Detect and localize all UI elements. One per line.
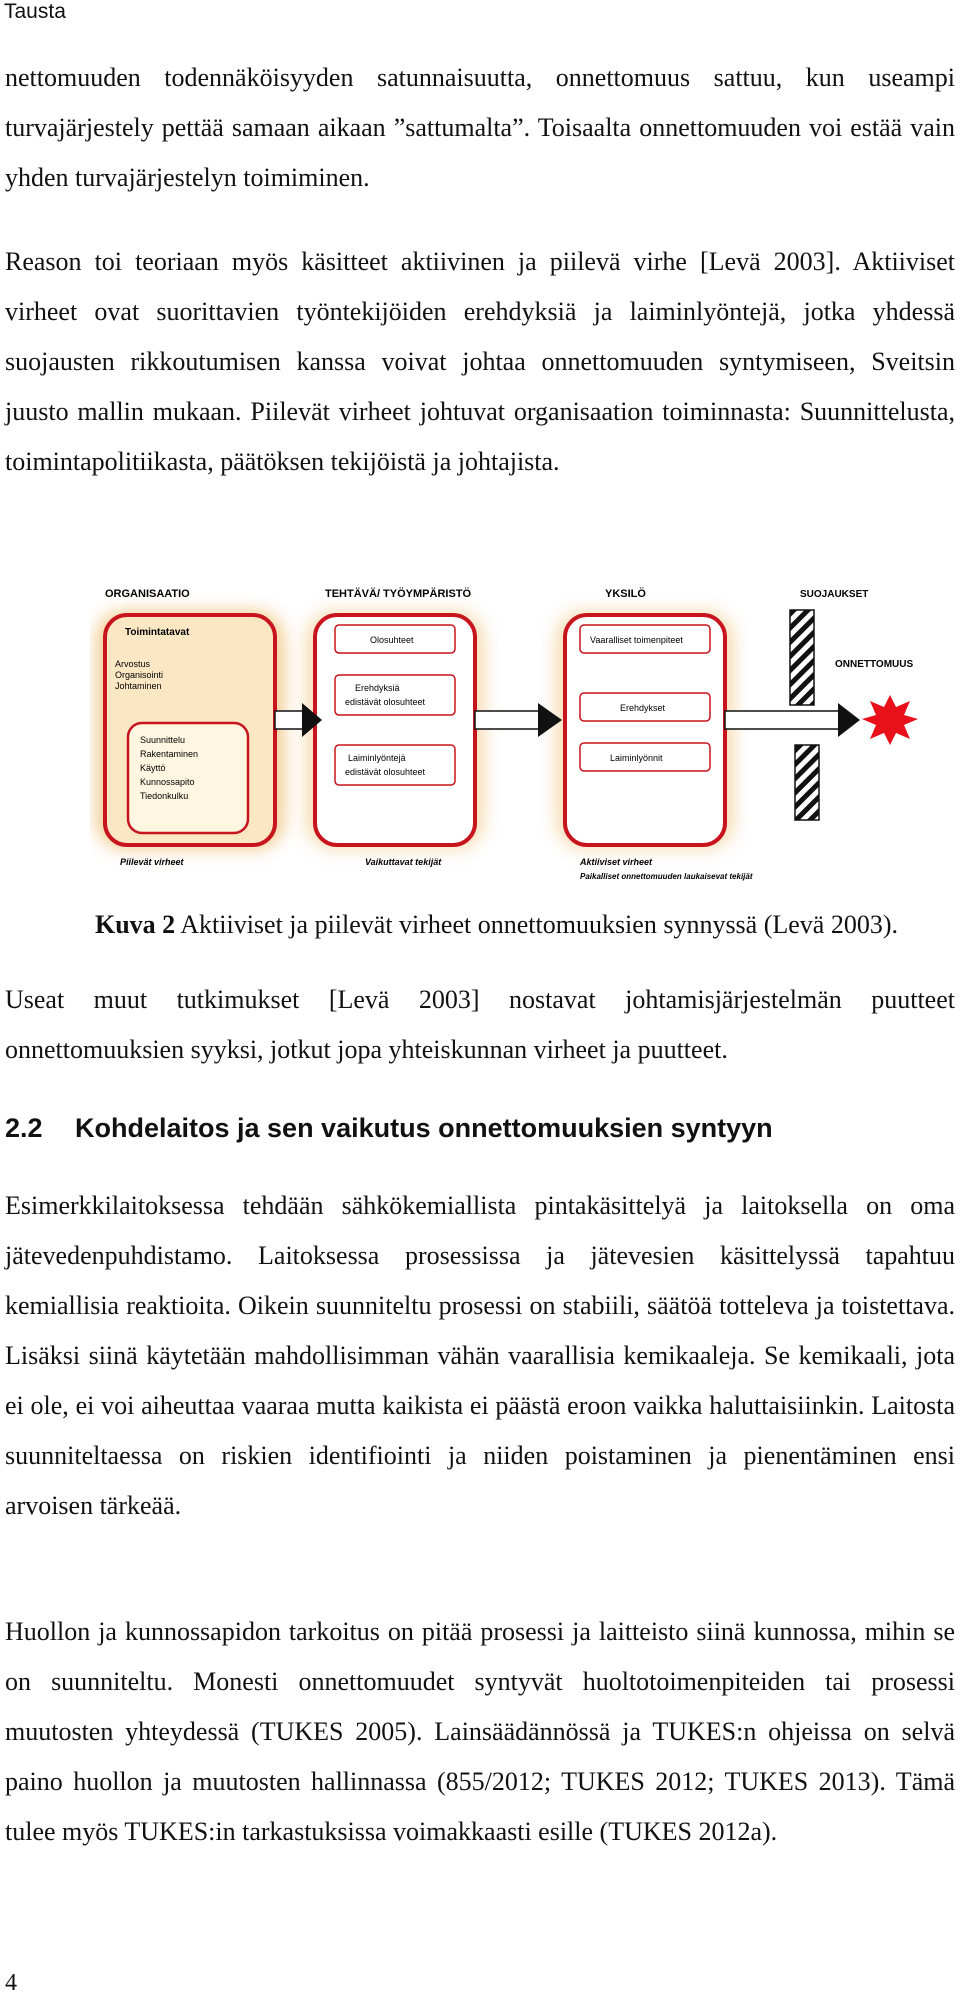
- paragraph-other-studies: Useat muut tutkimukset [Levä 2003] nostavat johtamisjärjestelmän puutteet onnettomuuksien syyksi, jotkut jopa yhteiskunnan virheet ja puutteet.: [5, 985, 955, 1064]
- org-inner-item: Tiedonkulku: [140, 791, 189, 801]
- bottom-label-factors: Vaikuttavat tekijät: [365, 857, 442, 867]
- individual-box-unsafe-acts: Vaaralliset toimenpiteet: [590, 635, 683, 645]
- task-box-neglect-line: edistävät olosuhteet: [345, 767, 426, 777]
- figure-header-defences: SUOJAUKSET: [800, 589, 869, 600]
- org-box-title: Toimintatavat: [125, 627, 190, 638]
- running-header: Tausta: [4, 0, 66, 23]
- org-item: Arvostus: [115, 659, 151, 669]
- caption-text: Aktiiviset ja piilevät virheet onnettomuuksien synnyssä (Levä 2003).: [175, 910, 898, 939]
- figure-diagram: [90, 575, 950, 895]
- paragraph-reason-theory: Reason toi teoriaan myös käsitteet aktiivinen ja piilevä virhe [Levä 2003]. Aktiiviset virheet ovat suorittavien työntekijöiden erehdyksiä ja laiminlyöntejä, jotka yhdessä suojausten rikkoutumisen kanssa voivat johtaa onnettomuuden syntymiseen, Sveitsin juusto mallin mukaan. Piilevät virheet johtuvat organisaation toiminnasta: Suunnittelusta, toimintapolitiikasta, päätöksen tekijöistä ja johtajista.: [5, 247, 955, 476]
- figure-error-model: [90, 575, 950, 895]
- figure-header-individual: YKSILÖ: [605, 588, 646, 600]
- task-box-error-line: edistävät olosuhteet: [345, 697, 426, 707]
- bottom-label-local-triggers: Paikalliset onnettomuuden laukaisevat tekijät: [580, 872, 753, 881]
- section-number: 2.2: [5, 1113, 43, 1143]
- bottom-label-latent: Piilevät virheet: [120, 857, 184, 867]
- defence-barrier: [795, 745, 819, 820]
- individual-box-neglects: Laiminlyönnit: [610, 753, 663, 763]
- page-number: 4: [5, 1970, 17, 1996]
- org-inner-item: Suunnittelu: [140, 735, 186, 745]
- task-box-neglect-line: Laiminlyöntejä: [348, 753, 406, 763]
- paragraph-example-plant: Esimerkkilaitoksessa tehdään sähkökemiallista pintakäsittelyä ja laitoksella on oma jätevedenpuhdistamo. Laitoksessa prosessissa ja jätevesien käsittelyssä tapahtuu kemiallisia reaktioita. Oikein suunniteltu prosessi on stabiili, säätöä totteleva ja toistettava. Lisäksi siinä käytetään mahdollisimman vähän vaarallisia kemikaaleja. Se kemikaali, jota ei ole, ei voi aiheuttaa vaaraa mutta kaikista ei päästä eroon vaikka haluttaisiinkin. Laitosta suunniteltaessa on riskien identifiointi ja niiden poistaminen ja pienentäminen ensi arvoisen tärkeää.: [5, 1191, 955, 1520]
- org-inner-item: Rakentaminen: [140, 749, 199, 759]
- paragraph-intro: nettomuuden todennäköisyyden satunnaisuutta, onnettomuus sattuu, kun useampi turvajärjestely pettää samaan aikaan ”sattumalta”. Toisaalta onnettomuuden voi estää vain yhden turvajärjestelyn toimiminen.: [5, 63, 955, 192]
- paragraph-maintenance: Huollon ja kunnossapidon tarkoitus on pitää prosessi ja laitteisto siinä kunnossa, mihin se on suunniteltu. Monesti onnettomuudet syntyvät huoltotoimenpiteiden tai prosessi muutosten yhteydessä (TUKES 2005). Lainsäädännössä ja TUKES:n ohjeissa on selvä paino huollon ja muutosten hallinnassa (855/2012; TUKES 2012; TUKES 2013). Tämä tulee myös TUKES:in tarkastuksissa voimakkaasti esille (TUKES 2012a).: [5, 1617, 955, 1846]
- task-box-conditions: Olosuhteet: [370, 635, 414, 645]
- defence-barrier: [790, 610, 814, 705]
- org-inner-item: Kunnossapito: [140, 777, 195, 787]
- accident-label: ONNETTOMUUS: [835, 659, 914, 670]
- figure-header-task: TEHTÄVÄ/ TYÖYMPÄRISTÖ: [325, 588, 472, 600]
- bottom-label-active: Aktiiviset virheet: [580, 857, 653, 867]
- caption-label: Kuva 2: [95, 910, 176, 939]
- section-title: Kohdelaitos ja sen vaikutus onnettomuuksien syntyyn: [75, 1113, 773, 1143]
- org-inner-item: Käyttö: [140, 763, 166, 773]
- figure-caption: [95, 910, 898, 940]
- org-item: Johtaminen: [115, 681, 162, 691]
- task-box-error-line: Erehdyksiä: [355, 683, 400, 693]
- figure-header-organisation: ORGANISAATIO: [105, 588, 190, 600]
- section-heading: [5, 1113, 773, 1144]
- org-item: Organisointi: [115, 670, 164, 680]
- individual-box-errors: Erehdykset: [620, 703, 666, 713]
- accident-burst: [862, 695, 918, 745]
